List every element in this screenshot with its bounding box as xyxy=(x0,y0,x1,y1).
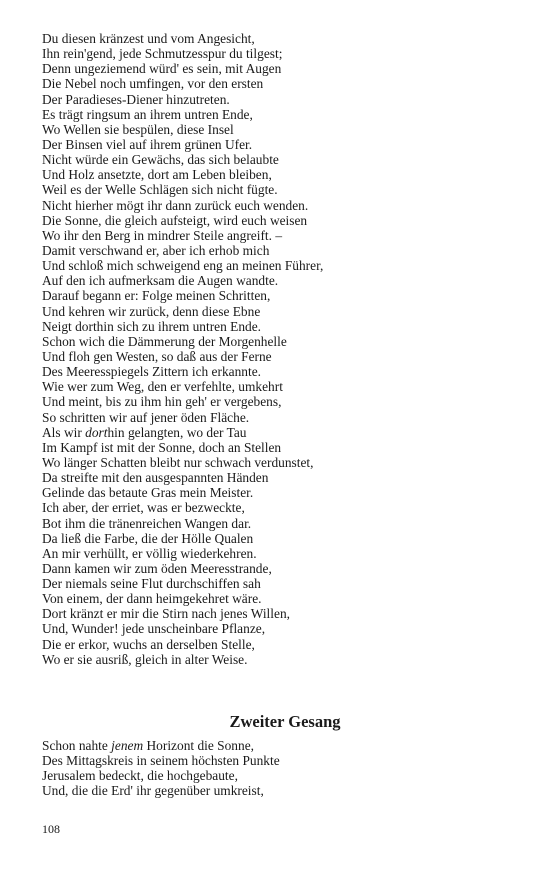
verse-line: Auf den ich aufmerksam die Augen wandte. xyxy=(42,273,279,289)
verse-line xyxy=(42,738,522,753)
verse-segment: Horizont die Sonne, xyxy=(143,738,254,753)
canto-one-verse-block xyxy=(42,31,522,667)
verse-line: Von einem, der dann heimgekehret wäre. xyxy=(42,591,262,607)
verse-line: Des Meeresspiegels Zittern ich erkannte. xyxy=(42,364,262,380)
verse-segment: Als wir xyxy=(42,424,86,440)
verse-line: Der Binsen viel auf ihrem grünen Ufer. xyxy=(42,136,253,152)
canto-two-verse-block xyxy=(42,738,522,799)
verse-line: Und meint, bis zu ihm hin geh' er vergebens, xyxy=(42,394,282,410)
verse-line: Nicht würde ein Gewächs, das sich belaubte xyxy=(42,152,279,168)
verse-line: Damit verschwand er, aber ich erhob mich xyxy=(42,242,270,258)
verse-line: Du diesen kränzest und vom Angesicht, xyxy=(42,31,255,46)
verse-line: Bot ihm die tränenreichen Wangen dar. xyxy=(42,515,252,531)
verse-line: Schon wich die Dämmerung der Morgenhelle xyxy=(42,333,287,349)
verse-line: Darauf begann er: Folge meinen Schritten, xyxy=(42,288,271,304)
verse-line: Im Kampf ist mit der Sonne, doch an Stellen xyxy=(42,439,282,455)
emphasized-word: dort xyxy=(85,424,108,440)
verse-line: Wie wer zum Weg, den er verfehlte, umkehrt xyxy=(42,379,283,395)
verse-line: Die er erkor, wuchs an derselben Stelle, xyxy=(42,636,255,652)
verse-line: Dort kränzt er mir die Stirn nach jenes Willen, xyxy=(42,606,290,622)
verse-line: Gelinde das betaute Gras mein Meister. xyxy=(42,485,254,501)
verse-line: An mir verhüllt, er völlig wiederkehren. xyxy=(42,545,257,561)
emphasized-word: jenem xyxy=(111,738,144,753)
canto-heading: Zweiter Gesang xyxy=(229,712,341,731)
verse-line: Dann kamen wir zum öden Meeresstrande, xyxy=(42,560,272,576)
verse-line: Ich aber, der erriet, was er bezweckte, xyxy=(42,500,245,516)
verse-line: Wo ihr den Berg in mindrer Steile angreift. – xyxy=(42,227,283,243)
verse-line: Und, Wunder! jede unscheinbare Pflanze, xyxy=(42,621,266,637)
verse-line: Wo er sie ausriß, gleich in alter Weise. xyxy=(42,651,248,667)
verse-line: Der Paradieses-Diener hinzutreten. xyxy=(42,91,230,107)
verse-line: Jerusalem bedeckt, die hochgebaute, xyxy=(42,768,238,784)
verse-line: Ihn rein'gend, jede Schmutzesspur du tilgest; xyxy=(42,46,283,62)
verse-line: Neigt dorthin sich zu ihrem untren Ende. xyxy=(42,318,262,334)
verse-line: Denn ungeziemend würd' es sein, mit Augen xyxy=(42,61,282,77)
verse-line: Die Sonne, die gleich aufsteigt, wird euch weisen xyxy=(42,212,308,228)
verse-line: Da ließ die Farbe, die der Hölle Qualen xyxy=(42,530,254,546)
verse-line: Die Nebel noch umfingen, vor den ersten xyxy=(42,76,264,92)
verse-line: Der niemals seine Flut durchschiffen sah xyxy=(42,576,261,592)
verse-line: Es trägt ringsum an ihrem untren Ende, xyxy=(42,106,253,122)
page-number: 108 xyxy=(42,822,60,836)
verse-line xyxy=(42,425,522,440)
verse-line: Und Holz ansetzte, dort am Leben bleiben, xyxy=(42,167,272,183)
verse-line: Nicht hierher mögt ihr dann zurück euch wenden. xyxy=(42,197,309,213)
verse-line: Weil es der Welle Schlägen sich nicht fügte. xyxy=(42,182,278,198)
verse-line: Und kehren wir zurück, denn diese Ebne xyxy=(42,303,261,319)
verse-line: Und, die die Erd' ihr gegenüber umkreist, xyxy=(42,783,264,799)
verse-line: Des Mittagskreis in seinem höchsten Punkte xyxy=(42,753,280,769)
verse-segment: hin gelangten, wo der Tau xyxy=(107,424,247,440)
verse-line: So schritten wir auf jener öden Fläche. xyxy=(42,409,250,425)
verse-line: Wo länger Schatten bleibt nur schwach verdunstet, xyxy=(42,454,314,470)
verse-line: Da streifte mit den ausgespannten Händen xyxy=(42,470,269,486)
verse-line: Wo Wellen sie bespülen, diese Insel xyxy=(42,121,234,137)
verse-line: Und schloß mich schweigend eng an meinen Führer, xyxy=(42,258,324,274)
verse-line: Und floh gen Westen, so daß aus der Ferne xyxy=(42,348,272,364)
verse-segment: Schon nahte xyxy=(42,738,112,753)
